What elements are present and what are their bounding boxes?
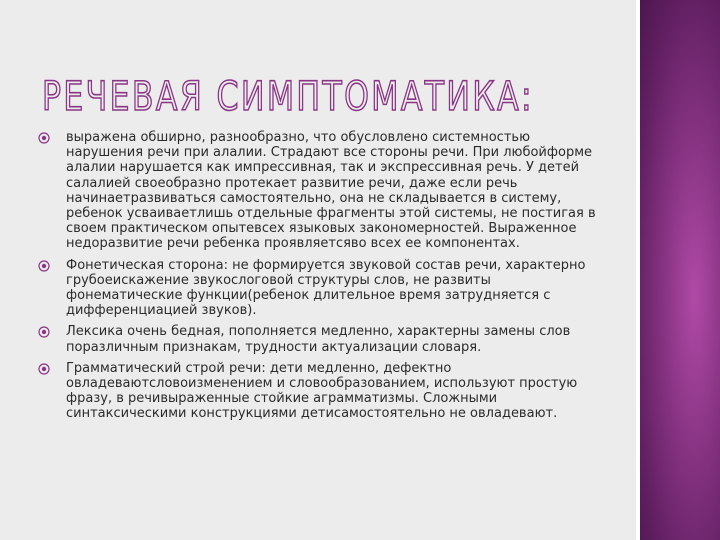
- decorative-side-bar: [636, 0, 720, 540]
- list-item-text: Грамматический строй речи: дети медленно, дефектно овладеваютсловоизменением и словообразованием, используют простую фразу, в речивыраженные стойкие аграмматизмы. Сложными синтаксическими конструкциями детисамостоятельно не овладевают.: [66, 360, 578, 422]
- list-item: [38, 258, 608, 319]
- list-item-text: Лексика очень бедная, пополняется медленно, характерны замены слов поразличным признакам, трудности актуализации словаря.: [66, 324, 571, 355]
- radio-target-icon: [38, 363, 50, 375]
- bullet-list: [38, 130, 608, 428]
- list-item: [38, 324, 608, 354]
- list-item: [38, 130, 608, 252]
- list-item: [38, 361, 608, 422]
- radio-target-icon: [38, 260, 50, 272]
- list-item-text: выражена обширно, разнообразно, что обусловлено системностью нарушения речи при алалии. Страдают все стороны речи. При любойформе алалии нарушается как импрессивная, так и экспрессивная речь. У детей салалией своеобразно протекает развитие речи, даже если речь начинаетразвиваться самостоятельно, она не складывается в систему, ребенок усваиваетлишь отдельные фрагменты этой системы, не постигая в своем практическом опытевсех языковых закономерностей. Выраженное недоразвитие речи ребенка проявляетсяво всех ее компонентах.: [66, 130, 596, 252]
- slide-title: [40, 68, 620, 118]
- list-item-text: Фонетическая сторона: не формируется звуковой состав речи, характерно грубоеискажение звукослоговой структуры слов, не развиты фонематические функции(ребенок длительное время затрудняется с дифференциацией звуков).: [66, 257, 586, 319]
- radio-target-icon: [38, 132, 50, 144]
- slide-title-text: РЕЧЕВАЯ СИМПТОМАТИКА:: [42, 74, 534, 118]
- side-bar-divider: [636, 0, 640, 540]
- radio-target-icon: [38, 326, 50, 338]
